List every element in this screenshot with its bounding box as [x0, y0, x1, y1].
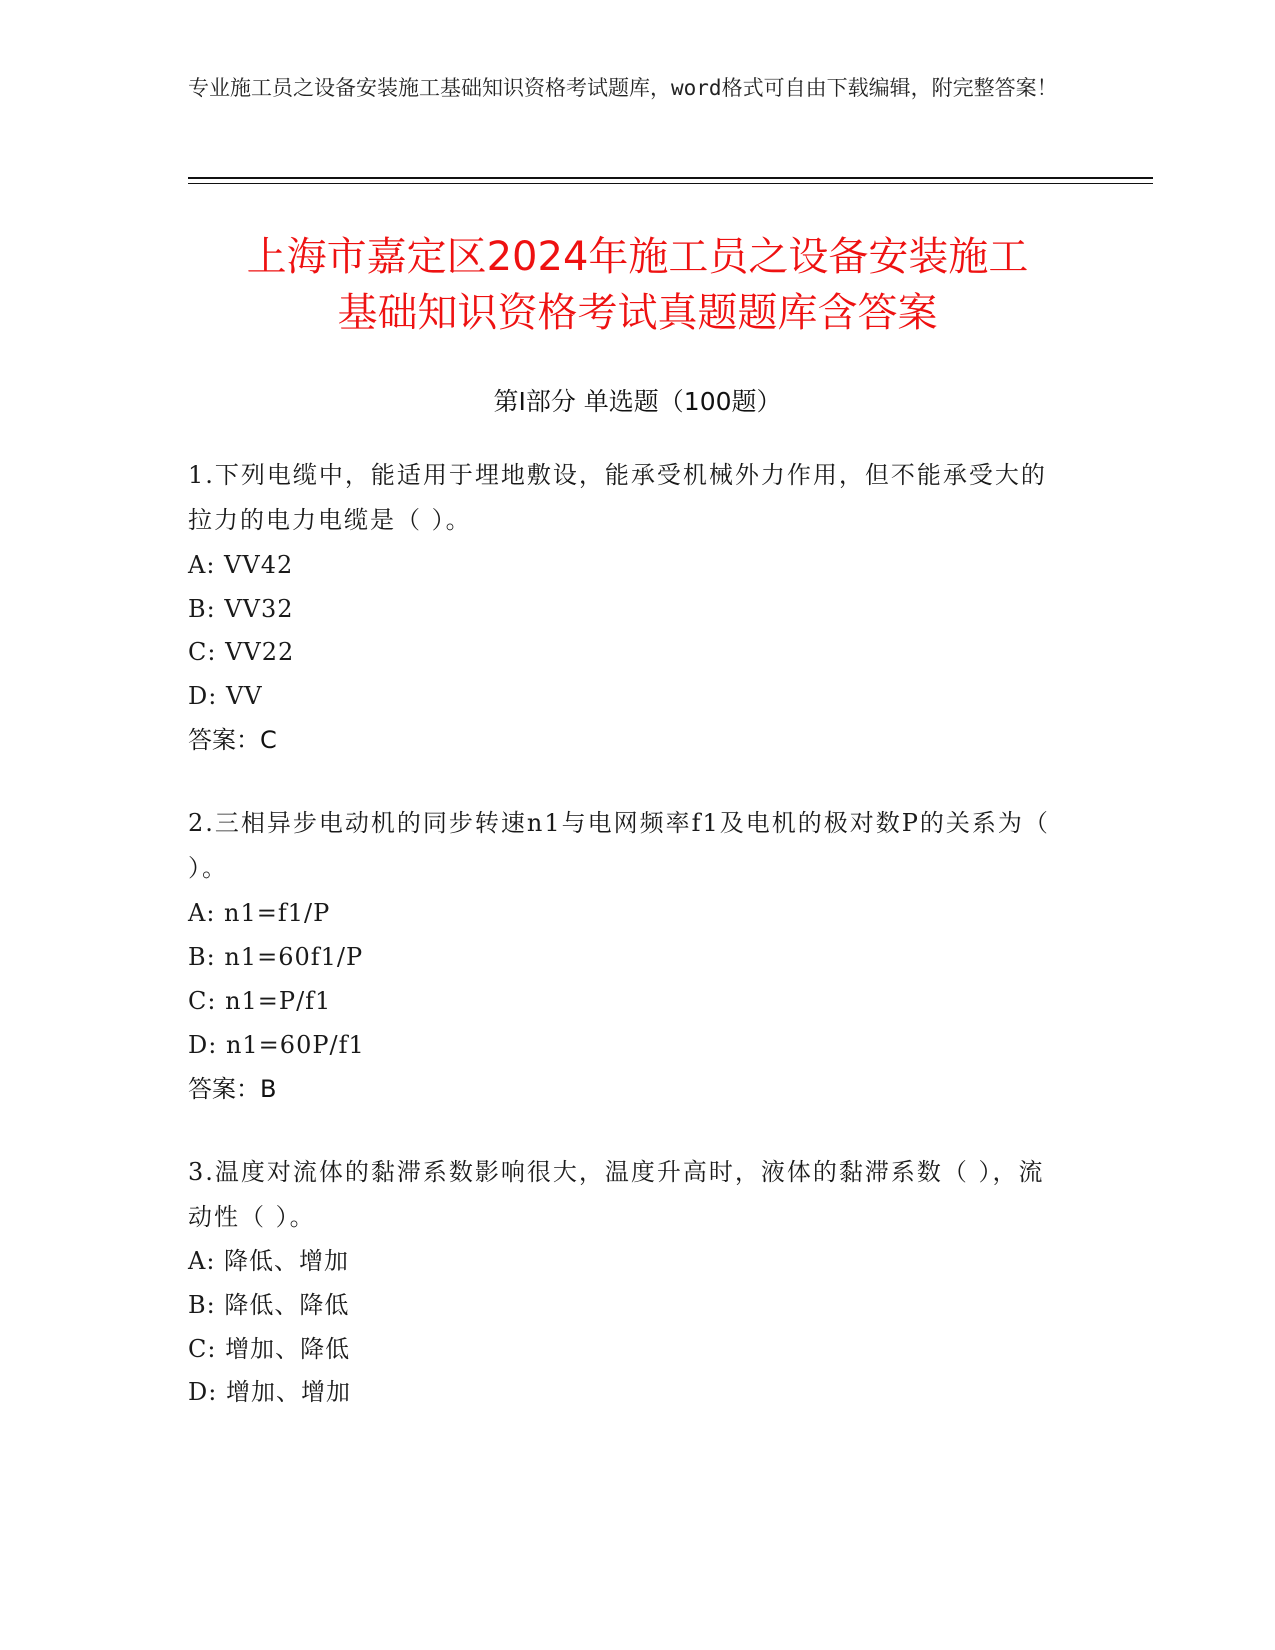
question-3-text: 3.温度对流体的黏滞系数影响很大，温度升高时，液体的黏滞系数（ ），流动性（ ）。 — [188, 1158, 1045, 1231]
question-2-option-b: B: n1=60f1/P — [188, 943, 364, 971]
question-3-option-b: B: 降低、降低 — [188, 1291, 350, 1319]
question-1-option-b: B: VV32 — [188, 595, 294, 623]
question-3-option-c: C: 增加、降低 — [188, 1335, 351, 1363]
question-2-option-d: D: n1=60P/f1 — [188, 1031, 365, 1059]
question-2-answer: 答案：B — [188, 1075, 277, 1103]
question-2-option-a: A: n1=f1/P — [188, 899, 331, 927]
question-2-text: 2.三相异步电动机的同步转速n1与电网频率f1及电机的极对数P的关系为（ ）。 — [188, 809, 1050, 882]
question-1-option-a: A: VV42 — [188, 551, 294, 579]
question-1-option-c: C: VV22 — [188, 638, 295, 666]
document-title-line-2: 基础知识资格考试真题题库含答案 — [337, 290, 938, 336]
question-3-option-a: A: 降低、增加 — [188, 1247, 350, 1275]
question-1-option-d: D: VV — [188, 682, 263, 710]
question-1-answer: 答案：C — [188, 726, 277, 754]
header-rule-thin — [188, 183, 1153, 184]
question-2-option-c: C: n1=P/f1 — [188, 987, 332, 1015]
header-rule-thick — [188, 177, 1153, 179]
section-title: 第I部分 单选题（100题） — [493, 387, 782, 416]
question-3-option-d: D: 增加、增加 — [188, 1378, 351, 1406]
document-title-line-1: 上海市嘉定区2024年施工员之设备安装施工 — [246, 234, 1029, 280]
question-1-text: 1.下列电缆中，能适用于埋地敷设，能承受机械外力作用，但不能承受大的拉力的电力电缆是（ ）。 — [188, 461, 1047, 534]
header-note: 专业施工员之设备安装施工基础知识资格考试题库，word格式可自由下载编辑，附完整答案！ — [188, 76, 1058, 100]
